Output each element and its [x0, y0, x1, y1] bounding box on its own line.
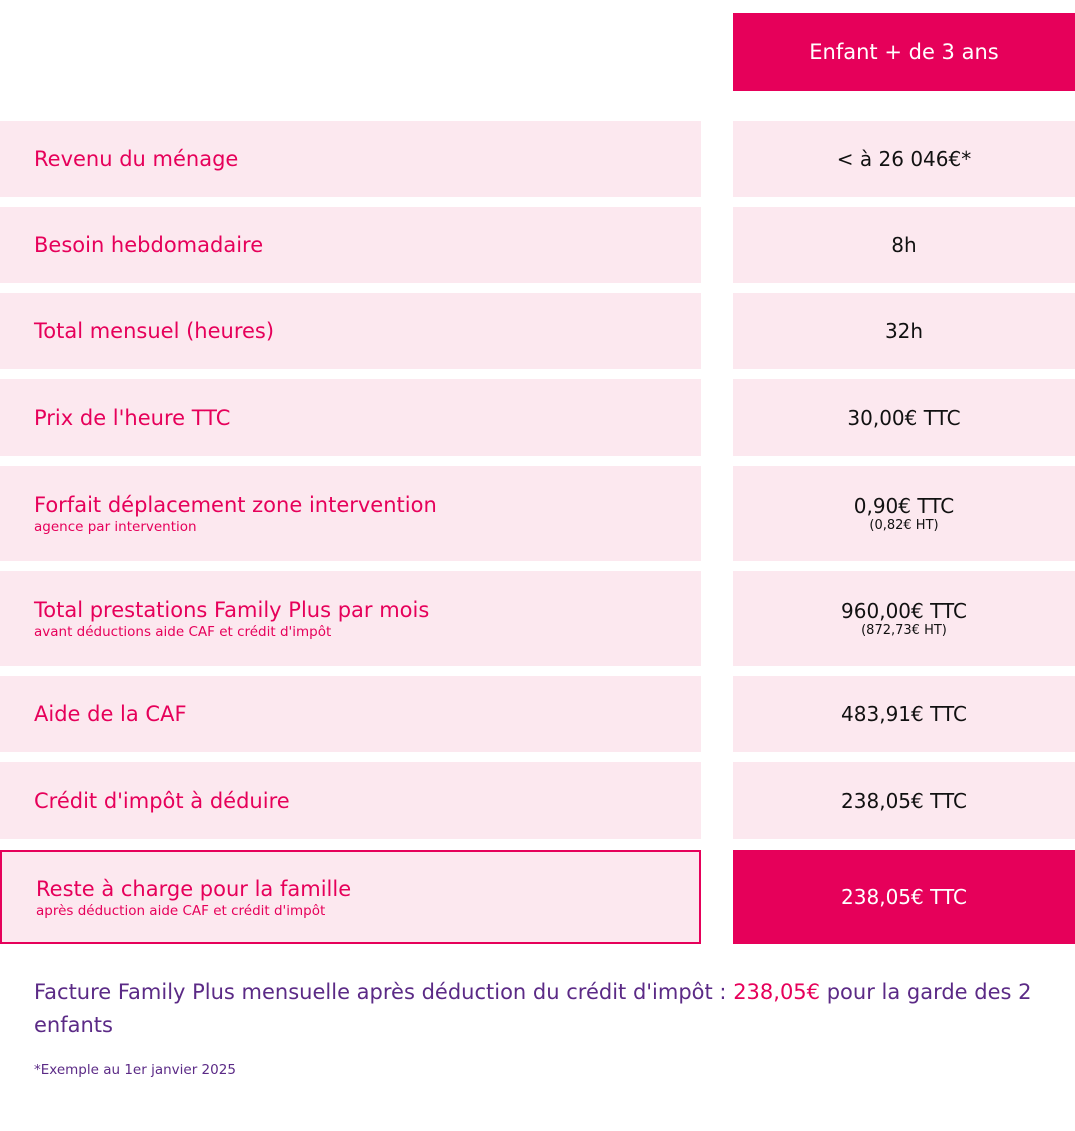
row-value-cell [733, 676, 1075, 752]
row-subvalue: (872,73€ HT) [861, 622, 947, 638]
row-label: Prix de l'heure TTC [34, 405, 231, 430]
row-sublabel: agence par intervention [34, 519, 197, 535]
row-value-cell [733, 762, 1075, 839]
row-label: Forfait déplacement zone intervention [34, 493, 437, 517]
summary-amount: 238,05€ [733, 980, 821, 1004]
row-value-cell [733, 121, 1075, 197]
summary-suffix: pour la garde des 2 enfants [34, 980, 1032, 1037]
row-value-cell [733, 207, 1075, 283]
footnote: *Exemple au 1er janvier 2025 [34, 1062, 236, 1078]
row-value-cell [733, 379, 1075, 456]
row-value: 32h [884, 319, 924, 343]
row-label-cell [0, 293, 701, 369]
row-value: < à 26 046€* [836, 147, 972, 171]
row-sublabel: avant déductions aide CAF et crédit d'impôt [34, 624, 332, 640]
summary-text [34, 976, 1044, 1042]
table-row-credit-impot [0, 762, 1075, 839]
row-value: 238,05€ TTC [841, 885, 967, 909]
row-value-cell [733, 466, 1075, 561]
table-row-reste-a-charge [0, 850, 1075, 944]
row-label-cell [0, 762, 701, 839]
row-label-cell [0, 466, 701, 561]
row-label-cell [0, 571, 701, 666]
row-label: Aide de la CAF [34, 702, 187, 726]
table-row-prix-heure [0, 379, 1075, 456]
summary-prefix: Facture Family Plus mensuelle après déduction du crédit d'impôt : [34, 980, 734, 1004]
row-sublabel: après déduction aide CAF et crédit d'impôt [36, 902, 326, 919]
row-label: Reste à charge pour la famille [36, 876, 352, 901]
row-label: Besoin hebdomadaire [34, 233, 264, 257]
row-label-cell [0, 379, 701, 456]
row-subvalue: (0,82€ HT) [869, 517, 939, 533]
row-value-cell [733, 850, 1075, 944]
row-value-cell [733, 293, 1075, 369]
row-label-cell [0, 850, 701, 944]
row-value: 238,05€ TTC [841, 788, 967, 813]
row-label-cell [0, 207, 701, 283]
row-value: 483,91€ TTC [841, 702, 967, 726]
table-row-aide-caf [0, 676, 1075, 752]
row-value: 960,00€ TTC [841, 598, 967, 623]
table-row-total-mensuel [0, 293, 1075, 369]
column-header: Enfant + de 3 ans [733, 13, 1075, 91]
row-value-cell [733, 571, 1075, 666]
row-label-cell [0, 121, 701, 197]
row-label-cell [0, 676, 701, 752]
row-label: Crédit d'impôt à déduire [34, 788, 290, 813]
table-row-revenu [0, 121, 1075, 197]
row-label: Total mensuel (heures) [34, 319, 275, 343]
table-row-forfait [0, 466, 1075, 561]
row-value: 0,90€ TTC [853, 493, 955, 518]
table-row-besoin [0, 207, 1075, 283]
row-label: Total prestations Family Plus par mois [34, 598, 430, 622]
row-value: 8h [891, 233, 917, 257]
table-row-total-prestations [0, 571, 1075, 666]
row-value: 30,00€ TTC [847, 405, 961, 430]
row-label: Revenu du ménage [34, 147, 239, 171]
